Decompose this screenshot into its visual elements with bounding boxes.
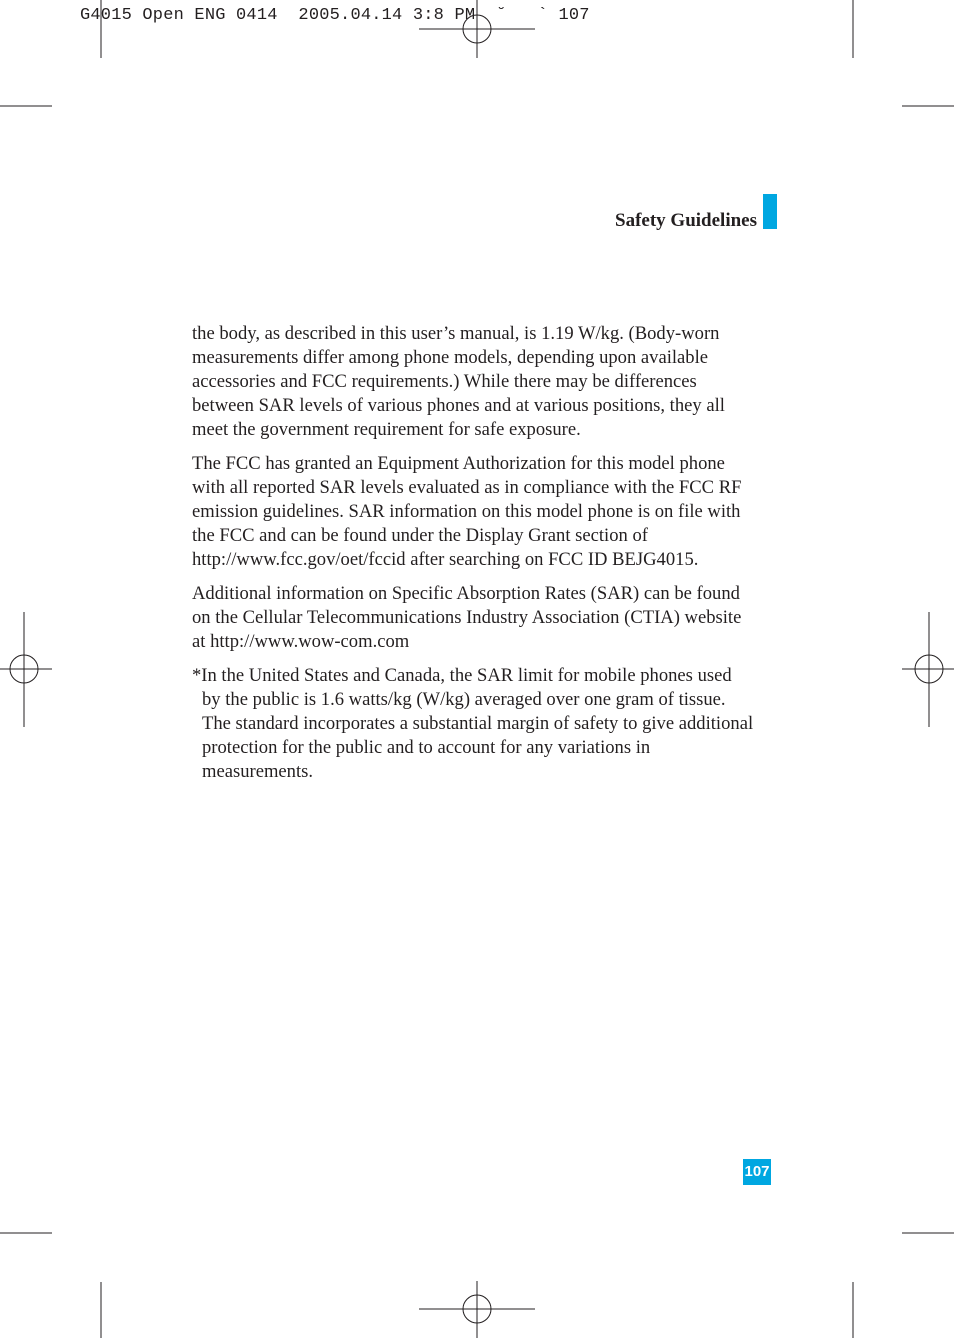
text-line: accessories and FCC requirements.) While there may be differences [192, 371, 697, 392]
text-line: http://www.fcc.gov/oet/fccid after searching on FCC ID BEJG4015. [192, 549, 699, 570]
section-tab-marker [763, 194, 777, 229]
paragraph [192, 452, 782, 572]
printer-slug-line: G4015 Open ENG 0414 2005.04.14 3:8 PM ˘ ` 107 [80, 6, 590, 25]
text-line: emission guidelines. SAR information on this model phone is on file with [192, 501, 741, 522]
paragraph [192, 322, 782, 442]
paragraph [192, 582, 782, 654]
text-line: The standard incorporates a substantial margin of safety to give additional [202, 713, 754, 734]
running-head: Safety Guidelines [615, 210, 757, 231]
registration-mark-left [0, 612, 52, 727]
text-line: the FCC and can be found under the Display Grant section of [192, 525, 648, 546]
text-line: The FCC has granted an Equipment Authorization for this model phone [192, 453, 725, 474]
text-line: protection for the public and to account for any variations in [202, 737, 651, 758]
text-line: by the public is 1.6 watts/kg (W/kg) averaged over one gram of tissue. [202, 689, 726, 710]
text-line: measurements differ among phone models, depending upon available [192, 347, 709, 368]
text-line: at http://www.wow-com.com [192, 631, 410, 652]
registration-mark-right [902, 612, 954, 727]
text-line: Additional information on Specific Absorption Rates (SAR) can be found [192, 583, 740, 604]
text-line: between SAR levels of various phones and at various positions, they all [192, 395, 725, 416]
text-line: on the Cellular Telecommunications Industry Association (CTIA) website [192, 607, 742, 628]
body-text [192, 322, 782, 794]
text-line: measurements. [202, 761, 314, 782]
page-number: 107 [743, 1159, 771, 1185]
text-line: the body, as described in this user’s manual, is 1.19 W/kg. (Body-worn [192, 323, 720, 344]
footnote [192, 664, 782, 784]
registration-mark-bottom [419, 1281, 535, 1338]
text-line: *In the United States and Canada, the SAR limit for mobile phones used [192, 665, 732, 686]
text-line: meet the government requirement for safe exposure. [192, 419, 581, 440]
text-line: with all reported SAR levels evaluated as in compliance with the FCC RF [192, 477, 742, 498]
